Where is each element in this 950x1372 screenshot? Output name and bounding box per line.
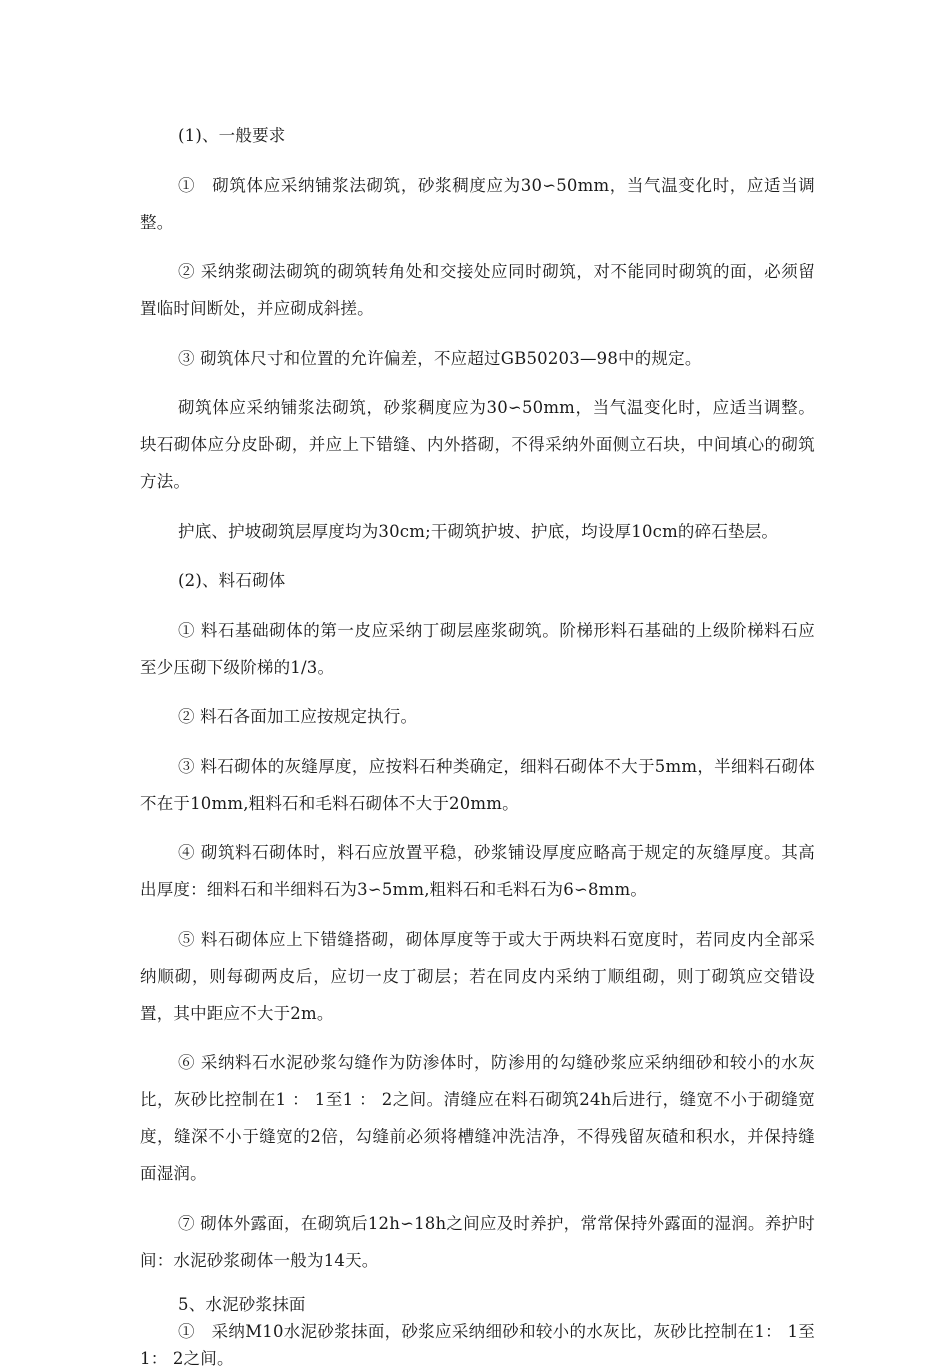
paragraph-plastering-item-1: ① 采纳M10水泥砂浆抹面，砂浆应采纳细砂和较小的水灰比，灰砂比控制在1： 1至1： 2之间。 — [140, 1322, 815, 1368]
paragraph-ashlar-item-2: ② 料石各面加工应按规定执行。 — [178, 707, 418, 726]
paragraph-ashlar-item-5: ⑤ 料石砌体应上下错缝搭砌，砌体厚度等于或大于两块料石宽度时，若同皮内全部采纳顺砌，则每砌两皮后，应切一皮丁砌层；若在同皮内采纳丁顺组砌，则丁砌筑应交错设置，其中距应不大于2m。 — [140, 929, 815, 1023]
paragraph-masonry-method: 砌筑体应采纳铺浆法砌筑，砂浆稠度应为30∽50mm，当气温变化时，应适当调整。块石砌体应分皮卧砌，并应上下错缝、内外搭砌，不得采纳外面侧立石块，中间填心的砌筑方法。 — [140, 398, 815, 491]
paragraph-item-3: ③ 砌筑体尺寸和位置的允许偏差，不应超过GB50203—98中的规定。 — [178, 348, 702, 368]
paragraph-ashlar-item-6: ⑥ 采纳料石水泥砂浆勾缝作为防渗体时，防渗用的勾缝砂浆应采纳细砂和较小的水灰比，灰砂比控制在1 ： 1至1 ： 2之间。清缝应在料石砌筑24h后进行，缝宽不小于砌缝宽度，缝深不小于缝宽的2倍，勾缝前必须将槽缝冲洗洁净，不得残留灰碴和积水，并保持缝面湿润。 — [140, 1053, 815, 1183]
paragraph-ashlar-item-1: ① 料石基础砌体的第一皮应采纳丁砌层座浆砌筑。阶梯形料石基础的上级阶梯料石应至少压砌下级阶梯的1/3。 — [140, 620, 815, 677]
paragraph-item-2: ② 采纳浆砌法砌筑的砌筑转角处和交接处应同时砌筑，对不能同时砌筑的面，必须留置临时间断处，并应砌成斜搓。 — [140, 262, 815, 318]
paragraph-ashlar-item-7: ⑦ 砌体外露面，在砌筑后12h∽18h之间应及时养护，常常保持外露面的湿润。养护时间：水泥砂浆砌体一般为14天。 — [140, 1213, 815, 1270]
paragraph-bottom-slope: 护底、护坡砌筑层厚度均为30cm;干砌筑护坡、护底，均设厚10cm的碎石垫层。 — [178, 521, 779, 541]
document-body — [140, 117, 815, 1372]
paragraph-ashlar-item-4: ④ 砌筑料石砌体时，料石应放置平稳，砂浆铺设厚度应略高于规定的灰缝厚度。其高出厚度：细料石和半细料石为3∽5mm,粗料石和毛料石为6∽8mm。 — [140, 843, 815, 899]
heading-general-requirements: (1)、一般要求 — [178, 126, 286, 145]
paragraph-ashlar-item-3: ③ 料石砌体的灰缝厚度，应按料石种类确定，细料石砌体不大于5mm，半细料石砌体不在于10mm,粗料石和毛料石砌体不大于20mm。 — [140, 756, 815, 813]
heading-cement-mortar-plastering: 5、水泥砂浆抹面 — [178, 1295, 306, 1314]
paragraph-item-1: ① 砌筑体应采纳铺浆法砌筑，砂浆稠度应为30∽50mm，当气温变化时，应适当调整。 — [140, 175, 815, 232]
heading-ashlar-masonry: (2)、料石砌体 — [178, 571, 286, 590]
